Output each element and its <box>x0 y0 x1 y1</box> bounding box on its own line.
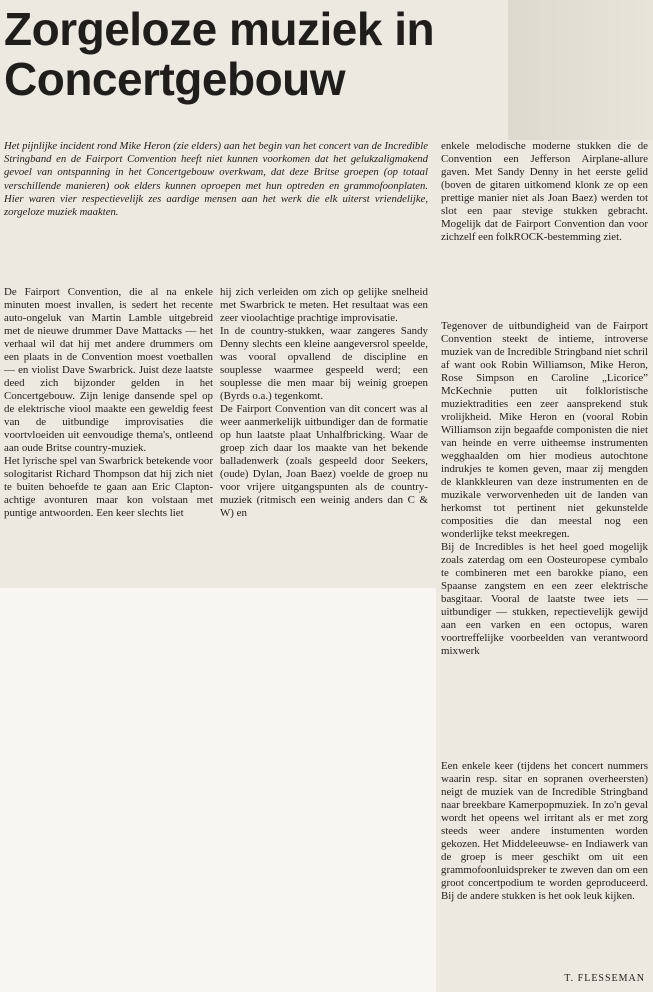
paragraph: Bij de Incredibles is het heel goed mogelijk zoals zaterdag om een Oosteuropese cymbalo te combineren met een barokke piano, een Spaanse zangstem en een zeer elektrische basgitaar. Vooral de laatste twee iets — uitbundiger — stukken, repectievelijk gewijd aan een varken en een octopus, waren voortreffelijke voorbeelden van verantwoord mixwerk <box>441 541 648 657</box>
author-byline: T. FLESSEMAN <box>564 973 645 984</box>
column-3-bottom <box>441 760 648 903</box>
paragraph: De Fairport Convention van dit concert was al weer aanmerkelijk uitbundiger dan de formatie op hun laatste plaat Unhalfbricking. Waar de groep zich daar los maakte van het bekende balladenwerk (zoals gespeeld door Seekers, (oude) Dylan, Joan Baez) voelde de groep nu voor vrijere uitgangspunten als de country-muziek (ritmisch een weinig anders dan C & W) en <box>220 403 428 519</box>
adjacent-article-fragment <box>508 0 653 140</box>
column-2 <box>220 286 428 520</box>
paragraph: Een enkele keer (tijdens het concert nummers waarin resp. sitar en sopranen overheersten) neigt de muziek van de Incredible Stringband naar breekbare Kamerpopmuziek. In zo'n geval wordt het opeens wel irritant als er met zorg steeds weer andere instumenten worden gekozen. Het Middeleeuwse- en Indiawerk van de groep is meer geschikt om uit een grammofoonluidspreker te zweven dan om een groot concertpodium te worden geproduceerd. Bij de andere stukken is het ook leuk kijken. <box>441 760 648 902</box>
intro-paragraph: Het pijnlijke incident rond Mike Heron (zie elders) aan het begin van het concert van de Incredible Stringband en de Fairport Convention heeft niet kunnen voorkomen dat het gelukzaligmakend gevoel van ontspanning in het Concertgebouw overkwam, dat deze Britse groepen (op totaal verschillende manieren) ook elders kunnen oproepen met hun optreden en grammofoonplaten. Hier waren vier respectievelijk zes aardige mensen aan het werk die elk uiterst vriendelijke, zorgeloze muziek maakten. <box>4 140 428 219</box>
paragraph: enkele melodische moderne stukken die de Convention een Jefferson Airplane-allure gaven. Met Sandy Denny in het eerste gelid (boven de gitaren uitkomend klonk ze op een prettige manier niet als Joan Baez) werden tot slot een paar stevige stukken gebracht. Mogelijk dat de Fairport Convention dan voor zichzelf een folkROCK-bestemming ziet. <box>441 140 648 243</box>
column-3-top <box>441 140 648 244</box>
paragraph: Het lyrische spel van Swarbrick betekende voor sologitarist Richard Thompson dat hij zich niet te buiten behoefde te gaan aan Eric Clapton-achtige avonturen maar kon volstaan met puntige antwoorden. Een keer slechts liet <box>4 455 213 519</box>
blank-area <box>0 588 436 992</box>
paragraph: Tegenover de uitbundigheid van de Fairport Convention steekt de intieme, introverse muziek van de Incredible Stringband niet schril af want ook Robin Williamson, Mike Heron, Rose Simpson en Caroline „Licorice” McKechnie putten uit folkloristische muziektradities een zeer aansprekend stuk vrolijkheid. Mike Heron en (vooral Robin Williamson zijn begaafde componisten die niet van heinde en verre uitheemse instrumenten wegghaalden om hier modieus autochtone indrukjes te komen geven, maar zij mengden de klankkleuren van deze instrumenten en de muzikale verworvenheden uit de landen van herkomst tot pertinent niet gekunstelde composities die dan meestal nog een wonderlijke tekst meekregen. <box>441 320 648 540</box>
paragraph: hij zich verleiden om zich op gelijke snelheid met Swarbrick te meten. Het resultaat was een zeer vioolachtige prachtige improvisatie. <box>220 286 428 324</box>
column-3-middle <box>441 320 648 658</box>
paragraph: In de country-stukken, waar zangeres Sandy Denny slechts een kleine aangeversrol speelde, was vooral opvallend de discipline en souplesse waarmee gespeeld werd; een souplesse die men maar bij weinig groepen (Byrds o.a.) tegenkomt. <box>220 325 428 402</box>
paragraph: De Fairport Convention, die al na enkele minuten moest invallen, is sedert het recente auto-ongeluk van Martin Lamble uitgebreid met de nieuwe drummer Dave Mattacks — het verhaal wil dat hij met andere drummers om een plaats in de Convention moest voetballen — en violist Dave Swarbrick. Juist deze laatste deed zich bijzonder gelden in het Concertgebouw. Zijn lenige dansende spel op de elektrische viool maakte een geweldig feest van de uitbundige improvisaties die voortvloeiden uit eenvoudige thema's, ontleend aan oude Britse country-muziek. <box>4 286 213 454</box>
headline: Zorgeloze muziek in Concertgebouw <box>4 3 435 105</box>
column-1 <box>4 286 213 520</box>
